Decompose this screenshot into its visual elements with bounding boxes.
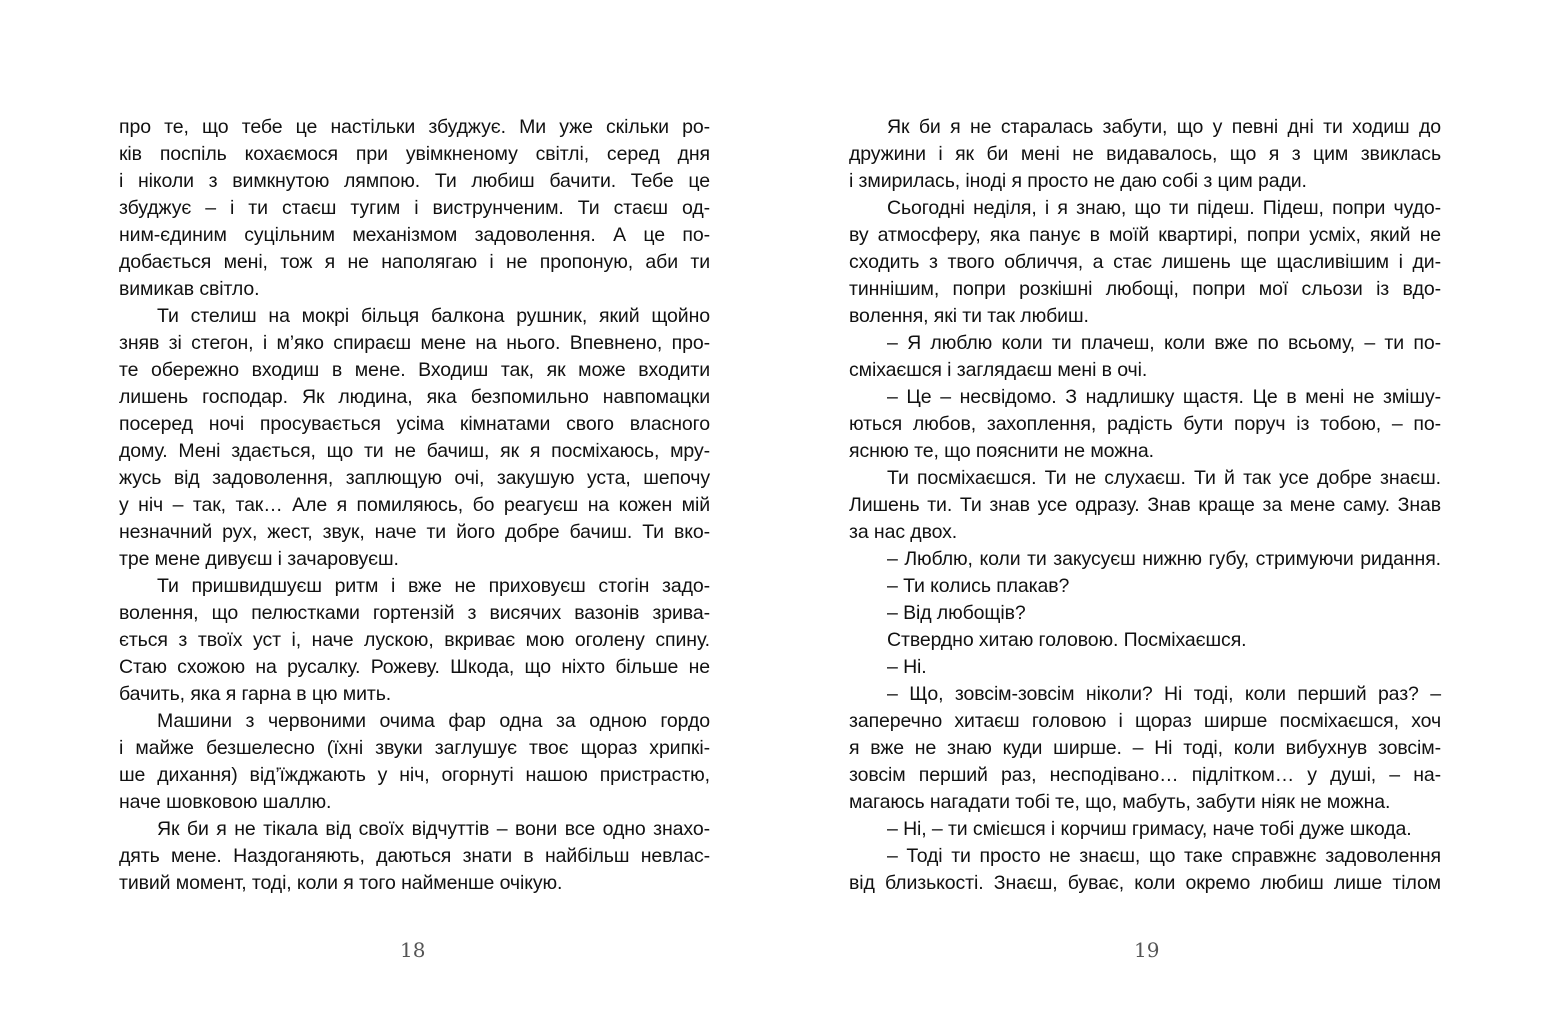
text-line: заперечно хитаєш головою і щораз ширше посміхаєшся, хоч (849, 710, 1441, 732)
text-line: – Ти колись плакав? (887, 575, 1070, 597)
text-line: за нас двох. (849, 521, 958, 543)
text-line: тиннішим, попри розкішні любощі, попри мої сльози із вдо- (849, 278, 1441, 300)
text-line: – Ні. (887, 656, 927, 678)
text-line: бачить, яка я гарна в цю мить. (119, 683, 392, 705)
text-line: сміхаєшся і заглядаєш мені в очі. (849, 359, 1148, 381)
left-page-text (119, 114, 710, 897)
text-line: сходить з твого обличчя, а стає лишень ще щасливішим і ди- (849, 251, 1441, 273)
text-line: – Ні, – ти смієшся і корчиш гримасу, наче тобі дуже шкода. (887, 818, 1412, 840)
text-line: магаюсь нагадати тобі те, що, мабуть, забути ніяк не можна. (849, 791, 1391, 813)
right-page-text (849, 114, 1441, 897)
text-line: ву атмосферу, яка панує в моїй квартирі, попри усміх, який не (849, 224, 1441, 246)
text-line: Машини з червоними очима фар одна за одною гордо (157, 710, 710, 732)
text-line: Ти стелиш на мокрі більця балкона рушник, який щойно (157, 305, 710, 327)
text-line: ше дихання) від’їжджають у ніч, огорнуті нашою пристрастю, (119, 764, 710, 786)
text-line: і ніколи з вимкнутою лямпою. Ти любиш бачити. Тебе це (119, 170, 710, 192)
text-line: яснюю те, що пояснити не можна. (849, 440, 1154, 462)
left-page-number: 18 (400, 938, 426, 962)
right-page (780, 0, 1559, 1028)
text-line: я вже не знаю куди ширше. – Ні тоді, коли вибухнув зовсім- (849, 737, 1441, 759)
text-line: ків поспіль кохаємося при увімкненому світлі, серед дня (119, 143, 710, 165)
text-line: Ти пришвидшуєш ритм і вже не приховуєш стогін задо- (157, 575, 710, 597)
text-line: лишень господар. Як людина, яка безпомильно навпомацки (119, 386, 710, 408)
text-line: – Я люблю коли ти плачеш, коли вже по всьому, – ти по- (887, 332, 1441, 354)
text-line: ється з твоїх уст і, наче лускою, вкриває мою оголену спину. (119, 629, 710, 651)
text-line: – Це – несвідомо. З надлишку щастя. Це в мені не змішу- (887, 386, 1441, 408)
text-line: волення, які ти так любиш. (849, 305, 1089, 327)
text-line: Ствердно хитаю головою. Посміхаєшся. (887, 629, 1247, 651)
text-line: – Що, зовсім-зовсім ніколи? Ні тоді, коли перший раз? – (887, 683, 1441, 705)
text-line: від близькості. Знаєш, буває, коли окремо любиш лише тілом (849, 872, 1441, 894)
text-line: Лишень ти. Ти знав усе одразу. Знав краще за мене саму. Знав (849, 494, 1441, 516)
text-line: ються любов, захоплення, радість бути поруч із тобою, – по- (849, 413, 1441, 435)
text-line: Як би я не тікала від своїх відчуттів – вони все одно знахо- (157, 818, 710, 840)
text-line: ним-єдиним суцільним механізмом задоволення. А це по- (119, 224, 710, 246)
text-line: збуджує – і ти стаєш тугим і виструнченим. Ти стаєш од- (119, 197, 710, 219)
text-line: про те, що тебе це настільки збуджує. Ми уже скільки ро- (119, 116, 710, 138)
text-line: дружини і як би мені не видавалось, що я з цим звиклась (849, 143, 1441, 165)
text-line: незначний рух, жест, звук, наче ти його добре бачиш. Ти вко- (119, 521, 710, 543)
text-line: тре мене дивуєш і зачаровуєш. (119, 548, 399, 570)
text-line: зняв зі стегон, і м’яко спираєш мене на нього. Впевнено, про- (119, 332, 710, 354)
text-line: Сьогодні неділя, і я знаю, що ти підеш. Підеш, попри чудо- (887, 197, 1441, 219)
text-line: зовсім перший раз, несподівано… підлітком… у душі, – на- (849, 764, 1441, 786)
text-line: жусь від задоволення, заплющую очі, закушую уста, шепочу (119, 467, 710, 489)
text-line: Як би я не старалась забути, що у певні дні ти ходиш до (887, 116, 1441, 138)
text-line: – Люблю, коли ти закусуєш нижню губу, стримуючи ридання. (887, 548, 1441, 570)
text-line: – Від любощів? (887, 602, 1026, 624)
right-page-number: 19 (1134, 938, 1160, 962)
text-line: волення, що пелюстками гортензій з висячих вазонів зрива- (119, 602, 710, 624)
text-line: тивий момент, тоді, коли я того найменше очікую. (119, 872, 563, 894)
text-line: наче шовковою шаллю. (119, 791, 332, 813)
text-line: дому. Мені здається, що ти не бачиш, як я посміхаюсь, мру- (119, 440, 710, 462)
text-line: і майже безшелесно (їхні звуки заглушує твоє щораз хрипкі- (119, 737, 710, 759)
text-line: те обережно входиш в мене. Входиш так, як може входити (119, 359, 710, 381)
text-line: Стаю схожою на русалку. Рожеву. Шкода, що ніхто більше не (119, 656, 710, 678)
text-line: у ніч – так, так… Але я помиляюсь, бо реагуєш на кожен мій (119, 494, 710, 516)
text-line: – Тоді ти просто не знаєш, що таке справжнє задоволення (887, 845, 1441, 867)
text-line: і змирилась, іноді я просто не даю собі з цим ради. (849, 170, 1307, 192)
text-line: Ти посміхаєшся. Ти не слухаєш. Ти й так усе добре знаєш. (887, 467, 1441, 489)
text-line: посеред ночі просувається усіма кімнатами свого власного (119, 413, 710, 435)
text-line: добається мені, тож я не наполягаю і не пропоную, аби ти (119, 251, 710, 273)
text-line: вимикав світло. (119, 278, 260, 300)
text-line: дять мене. Наздоганяють, даються знати в найбільш невлас- (119, 845, 710, 867)
